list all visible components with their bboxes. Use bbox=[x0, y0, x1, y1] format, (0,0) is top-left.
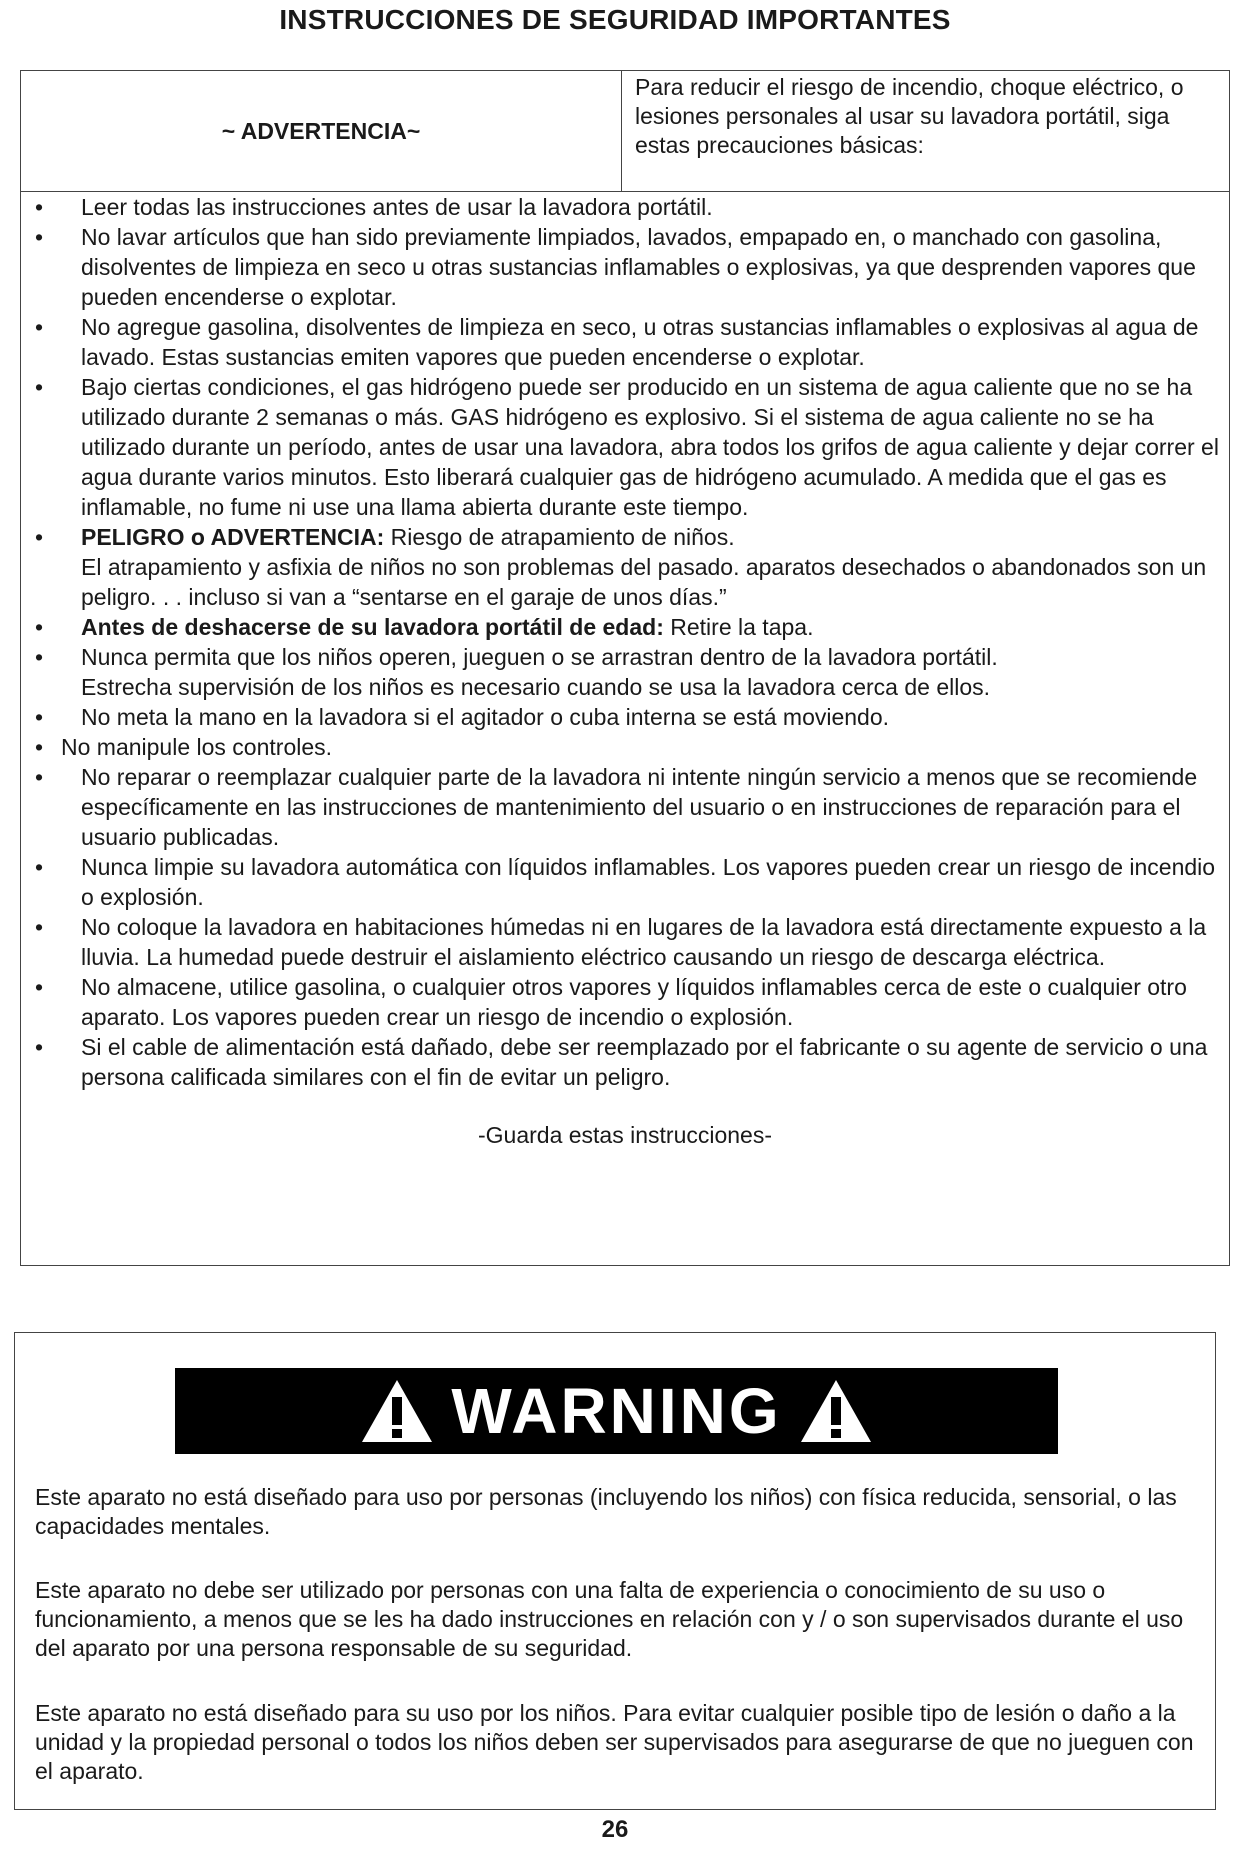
warning-paragraph: Este aparato no está diseñado para su uso por los niños. Para evitar cualquier posible tipo de lesión o daño a la unidad y la propiedad personal o todos los niños deben ser supervisados para asegurarse de que no jueguen con el aparato. bbox=[35, 1700, 1194, 1784]
bullet-subtext: El atrapamiento y asfixia de niños no son problemas del pasado. aparatos desechados o abandonados son un peligro. . . incluso si van a “sentarse en el garaje de unos días.” bbox=[81, 554, 1207, 610]
advertencia-intro: Para reducir el riesgo de incendio, choque eléctrico, o lesiones personales al usar su lavadora portátil, siga estas precauciones básicas: bbox=[635, 74, 1184, 158]
bullet-bold-lead: PELIGRO o ADVERTENCIA: bbox=[81, 524, 385, 550]
bullet-text: No meta la mano en la lavadora si el agitador o cuba interna se está moviendo. bbox=[81, 704, 890, 730]
safety-bullet-item bbox=[21, 612, 1229, 642]
safety-bullet-item bbox=[21, 732, 1229, 762]
safety-bullet-item bbox=[21, 312, 1229, 372]
bullet-text: Nunca limpie su lavadora automática con líquidos inflamables. Los vapores pueden crear un riesgo de incendio o explosión. bbox=[81, 854, 1216, 910]
bullet-text: No lavar artículos que han sido previamente limpiados, lavados, empapado en, o manchado con gasolina, disolventes de limpieza en seco u otras sustancias inflamables o explosivas, ya que desprenden vapores que pueden encenderse o explotar. bbox=[81, 224, 1196, 310]
safety-bullet-item bbox=[21, 702, 1229, 732]
safety-bullet-item bbox=[21, 642, 1229, 702]
bullet-text: Retire la tapa. bbox=[663, 614, 814, 640]
safety-bullet-item bbox=[21, 192, 1229, 222]
safety-bullet-item bbox=[21, 522, 1229, 612]
warning-paragraph: Este aparato no debe ser utilizado por personas con una falta de experiencia o conocimiento de su uso o funcionamiento, a menos que se les ha dado instrucciones en relación con y / o son supervisados durante el uso del aparato por una persona responsable de su seguridad. bbox=[35, 1577, 1184, 1661]
bullet-text: No reparar o reemplazar cualquier parte de la lavadora ni intente ningún servicio a menos que se recomiende específicamente en las instrucciones de mantenimiento del usuario o en instrucciones de reparación para el usuario publicadas. bbox=[81, 764, 1198, 850]
bullet-text: Leer todas las instrucciones antes de usar la lavadora portátil. bbox=[81, 194, 713, 220]
warning-paragraph: Este aparato no está diseñado para uso por personas (incluyendo los niños) con física reducida, sensorial, o las capacidades mentales. bbox=[35, 1484, 1177, 1539]
warning-box bbox=[14, 1332, 1216, 1810]
safety-bullet-item bbox=[21, 912, 1229, 972]
safety-bullet-list bbox=[21, 192, 1229, 1092]
safety-bullet-item bbox=[21, 1032, 1229, 1092]
safety-bullet-item bbox=[21, 222, 1229, 312]
bullet-text: No manipule los controles. bbox=[61, 734, 333, 760]
safety-bullet-item bbox=[21, 972, 1229, 1032]
bullet-text: No coloque la lavadora en habitaciones húmedas ni en lugares de la lavadora está directamente expuesto a la lluvia. La humedad puede destruir el aislamiento eléctrico causando un riesgo de descarga eléctrica. bbox=[81, 914, 1207, 970]
advertencia-label: ~ ADVERTENCIA~ bbox=[221, 117, 421, 144]
save-instructions-note: -Guarda estas instrucciones- bbox=[477, 1122, 772, 1148]
warning-banner bbox=[175, 1368, 1058, 1454]
safety-bullet-item bbox=[21, 372, 1229, 522]
bullet-text: Riesgo de atrapamiento de niños. bbox=[384, 524, 735, 550]
header-divider bbox=[621, 71, 622, 191]
bullet-text: Bajo ciertas condiciones, el gas hidrógeno puede ser producido en un sistema de agua caliente que no se ha utilizado durante 2 semanas o más. GAS hidrógeno es explosivo. Si el sistema de agua caliente no se ha utilizado durante un período, antes de usar una lavadora, abra todos los grifos de agua caliente y dejar correr el agua durante varios minutos. Esto liberará cualquier gas de hidrógeno acumulado. A medida que el gas es inflamable, no fume ni use una llama abierta durante este tiempo. bbox=[81, 374, 1219, 520]
bullet-text: No agregue gasolina, disolventes de limpieza en seco, u otras sustancias inflamables o explosivas al agua de lavado. Estas sustancias emiten vapores que pueden encenderse o explotar. bbox=[81, 314, 1199, 370]
bullet-bold-lead: Antes de deshacerse de su lavadora portátil de edad: bbox=[81, 614, 664, 640]
warning-label: WARNING bbox=[451, 1375, 782, 1447]
safety-bullet-item bbox=[21, 852, 1229, 912]
bullet-text: Nunca permita que los niños operen, jueguen o se arrastran dentro de la lavadora portátil. bbox=[81, 644, 998, 670]
safety-instructions-box bbox=[20, 70, 1230, 1266]
bullet-text: No almacene, utilice gasolina, o cualquier otros vapores y líquidos inflamables cerca de este o cualquier otro aparato. Los vapores pueden crear un riesgo de incendio o explosión. bbox=[81, 974, 1187, 1030]
warning-triangle-icon bbox=[359, 1377, 435, 1445]
warning-triangle-icon bbox=[798, 1377, 874, 1445]
bullet-text: Si el cable de alimentación está dañado, debe ser reemplazado por el fabricante o su agente de servicio o una persona calificada similares con el fin de evitar un peligro. bbox=[81, 1034, 1208, 1090]
advertencia-header-row bbox=[21, 71, 1229, 192]
safety-bullet-item bbox=[21, 762, 1229, 852]
page-title: INSTRUCCIONES DE SEGURIDAD IMPORTANTES bbox=[279, 4, 951, 35]
page-number: 26 bbox=[601, 1816, 629, 1843]
bullet-subtext: Estrecha supervisión de los niños es necesario cuando se usa la lavadora cerca de ellos. bbox=[81, 674, 991, 700]
